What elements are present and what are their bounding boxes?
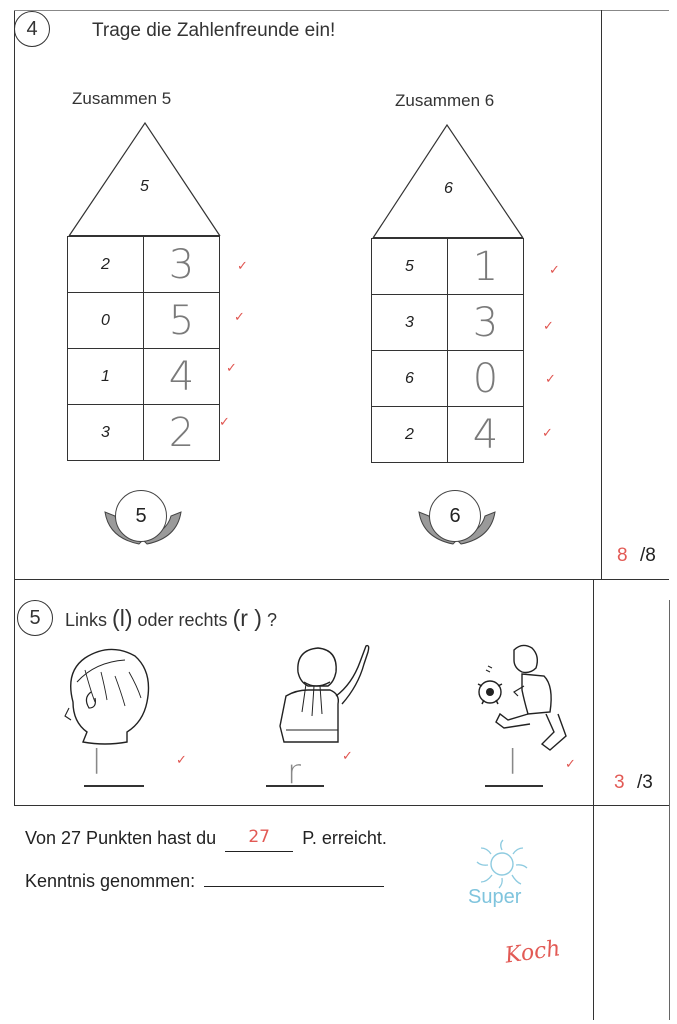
task-title: Trage die Zahlenfreunde ein! [92, 20, 336, 41]
check-mark-icon: ✓ [176, 752, 187, 767]
task-score [617, 545, 656, 567]
table-row [68, 237, 220, 293]
answer-letter[interactable]: r [287, 752, 301, 792]
score-max: /3 [637, 772, 653, 793]
section-divider-1 [14, 579, 669, 580]
given-number: 3 [68, 405, 144, 461]
score-max: /8 [640, 545, 656, 566]
task-title [65, 605, 277, 632]
check-mark-icon: ✓ [542, 425, 553, 440]
answer-line [84, 785, 144, 787]
boy-head-illustration [55, 642, 165, 752]
number-house [371, 124, 526, 469]
given-number: 6 [372, 351, 448, 407]
boy-kicking-ball-illustration [470, 640, 580, 752]
score-achieved: 8 [617, 545, 628, 566]
answer-field[interactable]: 0 [448, 351, 524, 407]
table-row [372, 351, 524, 407]
frame-left-border [14, 10, 15, 805]
check-mark-icon: ✓ [342, 748, 353, 763]
task-score [614, 772, 653, 794]
check-mark-icon: ✓ [565, 756, 576, 771]
points-suffix: P. erreicht. [302, 828, 387, 848]
score-column-right-border [669, 600, 670, 1020]
answer-field[interactable]: 1 [448, 239, 524, 295]
stamp-text: Super [468, 886, 522, 908]
ball-in-hands-icon [417, 490, 497, 546]
answer-field[interactable]: 2 [144, 405, 220, 461]
check-mark-icon: ✓ [549, 262, 560, 277]
frame-top-border [14, 10, 669, 11]
task-number-badge [14, 11, 50, 47]
answer-letter[interactable]: l [508, 743, 518, 783]
given-number: 3 [372, 295, 448, 351]
table-row [68, 349, 220, 405]
answer-field[interactable]: 3 [448, 295, 524, 351]
task-number: 4 [26, 17, 38, 40]
title-text: Links [65, 610, 108, 630]
super-stamp [465, 838, 540, 918]
table-row [372, 407, 524, 463]
title-text: oder rechts [137, 610, 228, 630]
table-row [372, 239, 524, 295]
check-mark-icon: ✓ [545, 371, 556, 386]
number-pairs-grid [67, 236, 220, 461]
title-text: ? [266, 610, 277, 630]
given-number: 2 [372, 407, 448, 463]
ball-number: 6 [429, 490, 481, 542]
table-row [68, 405, 220, 461]
points-prefix: Von 27 Punkten hast du [25, 828, 217, 848]
acknowledgement [25, 868, 384, 892]
points-blank[interactable] [225, 827, 293, 852]
roof-number: 5 [140, 178, 149, 195]
answer-line [485, 785, 543, 787]
number-pairs-grid [371, 238, 524, 463]
check-mark-icon: ✓ [219, 414, 230, 429]
title-l: (l) [112, 605, 133, 631]
given-number: 5 [372, 239, 448, 295]
answer-field[interactable]: 5 [144, 293, 220, 349]
title-r: (r ) [232, 605, 262, 631]
check-mark-icon: ✓ [234, 309, 245, 324]
acknowledged-label: Kenntnis genommen: [25, 871, 196, 891]
girl-waving-illustration [268, 642, 378, 752]
check-mark-icon: ✓ [237, 258, 248, 273]
given-number: 1 [68, 349, 144, 405]
task-number-badge [17, 600, 53, 636]
given-number: 0 [68, 293, 144, 349]
answer-letter[interactable]: l [92, 743, 102, 783]
score-column-divider-lower [593, 580, 594, 1020]
section-divider-2 [14, 805, 669, 806]
check-mark-icon: ✓ [226, 360, 237, 375]
teacher-signature: Koch [503, 936, 563, 969]
given-number: 2 [68, 237, 144, 293]
number-house [67, 122, 222, 467]
answer-field[interactable]: 4 [144, 349, 220, 405]
score-column-divider [601, 10, 602, 580]
house-label: Zusammen 5 [72, 89, 172, 108]
points-value: 27 [248, 827, 270, 847]
ball-number: 5 [115, 490, 167, 542]
roof-number: 6 [444, 180, 453, 197]
score-achieved: 3 [614, 772, 625, 793]
ball-in-hands-icon [103, 490, 183, 546]
check-mark-icon: ✓ [543, 318, 554, 333]
signature-field[interactable] [204, 868, 384, 887]
sun-stamp-icon [465, 838, 540, 890]
house-label: Zusammen 6 [395, 91, 495, 110]
task-number: 5 [29, 606, 41, 629]
table-row [68, 293, 220, 349]
answer-field[interactable]: 4 [448, 407, 524, 463]
points-summary [25, 828, 387, 850]
table-row [372, 295, 524, 351]
answer-field[interactable]: 3 [144, 237, 220, 293]
